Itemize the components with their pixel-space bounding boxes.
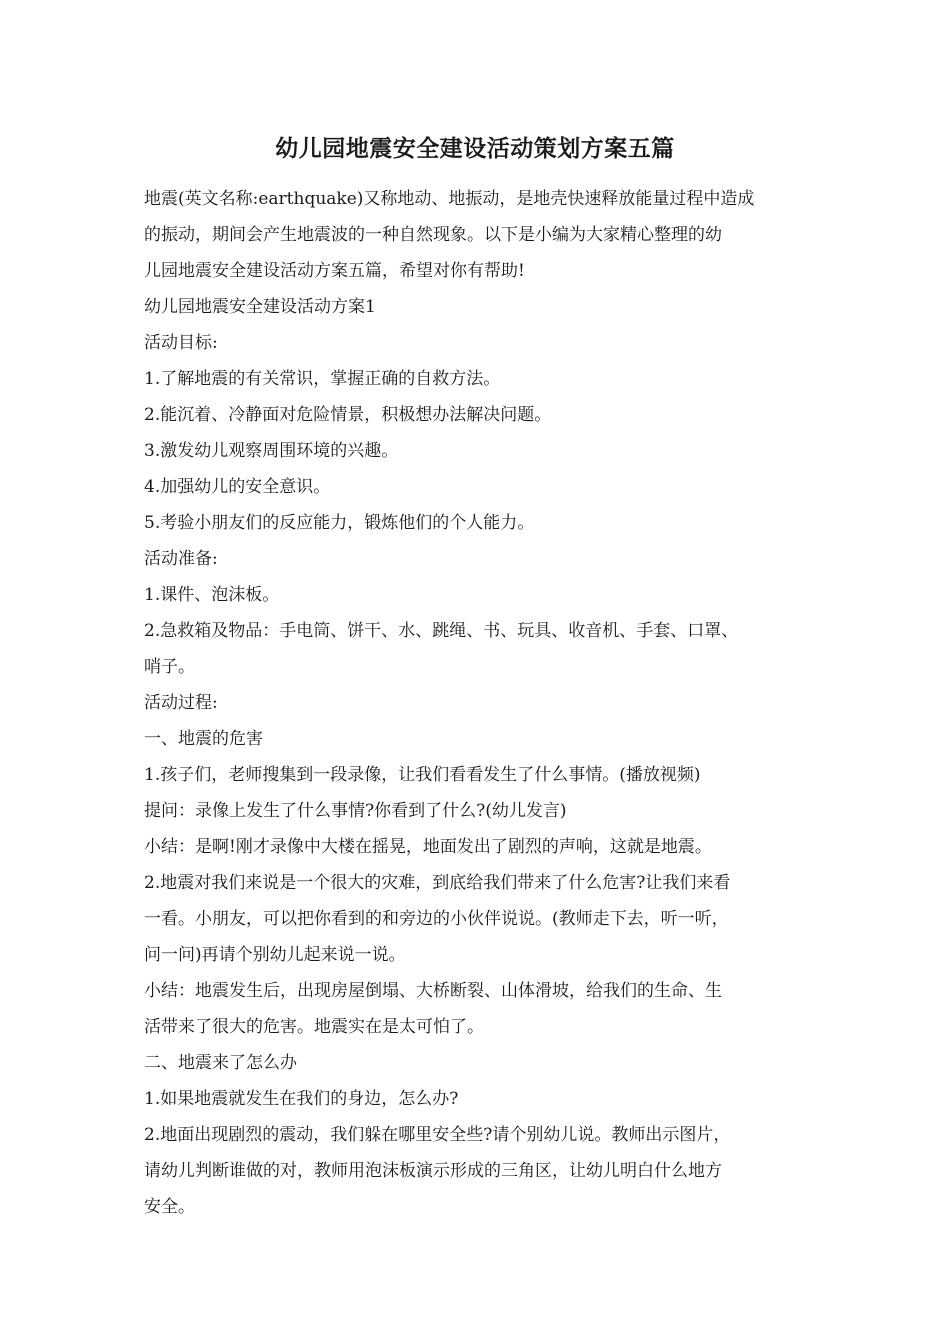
- text-line: 小结：地震发生后，出现房屋倒塌、大桥断裂、山体滑坡，给我们的生命、生: [144, 981, 722, 1001]
- list-item: 1.孩子们，老师搜集到一段录像，让我们看看发生了什么事情。(播放视频): [144, 765, 701, 785]
- list-item: 1.如果地震就发生在我们的身边，怎么办?: [144, 1089, 459, 1109]
- text-line: 一看。小朋友，可以把你看到的和旁边的小伙伴说说。(教师走下去，听一听，: [144, 909, 729, 929]
- text-line: 的振动，期间会产生地震波的一种自然现象。以下是小编为大家精心整理的幼: [144, 225, 722, 245]
- list-item: 2.能沉着、冷静面对危险情景，积极想办法解决问题。: [144, 405, 552, 425]
- section-heading: 幼儿园地震安全建设活动方案1: [144, 297, 376, 317]
- list-item: 2.地面出现剧烈的震动，我们躲在哪里安全些?请个别幼儿说。教师出示图片，: [144, 1125, 731, 1145]
- list-item: 4.加强幼儿的安全意识。: [144, 477, 331, 497]
- text-line: 哨子。: [144, 657, 195, 677]
- document-body: [144, 181, 834, 1225]
- text-line: 地震(英文名称:earthquake)又称地动、地振动，是地壳快速释放能量过程中造成: [144, 189, 755, 209]
- document-title: 幼儿园地震安全建设活动策划方案五篇: [275, 135, 675, 162]
- list-item: 3.激发幼儿观察周围环境的兴趣。: [144, 441, 399, 461]
- subheading: 二、地震来了怎么办: [144, 1053, 297, 1073]
- text-line: 安全。: [144, 1197, 195, 1217]
- subheading: 活动准备:: [144, 549, 218, 569]
- list-item: 2.急救箱及物品：手电筒、饼干、水、跳绳、书、玩具、收音机、手套、口罩、: [144, 621, 739, 641]
- subheading: 一、地震的危害: [144, 729, 263, 749]
- subheading: 活动过程:: [144, 693, 218, 713]
- text-line: 请幼儿判断谁做的对，教师用泡沫板演示形成的三角区，让幼儿明白什么地方: [144, 1161, 722, 1181]
- list-item: 1.课件、泡沫板。: [144, 585, 280, 605]
- list-item: 2.地震对我们来说是一个很大的灾难，到底给我们带来了什么危害?让我们来看: [144, 873, 731, 893]
- subheading: 活动目标:: [144, 333, 218, 353]
- text-line: 小结：是啊!刚才录像中大楼在摇晃，地面发出了剧烈的声响，这就是地震。: [144, 837, 712, 857]
- text-line: 提问：录像上发生了什么事情?你看到了什么?(幼儿发言): [144, 801, 567, 821]
- list-item: 1.了解地震的有关常识，掌握正确的自救方法。: [144, 369, 501, 389]
- list-item: 5.考验小朋友们的反应能力，锻炼他们的个人能力。: [144, 513, 535, 533]
- text-line: 问一问)再请个别幼儿起来说一说。: [144, 945, 406, 965]
- text-line: 活带来了很大的危害。地震实在是太可怕了。: [144, 1017, 484, 1037]
- text-line: 儿园地震安全建设活动方案五篇，希望对你有帮助!: [144, 261, 525, 281]
